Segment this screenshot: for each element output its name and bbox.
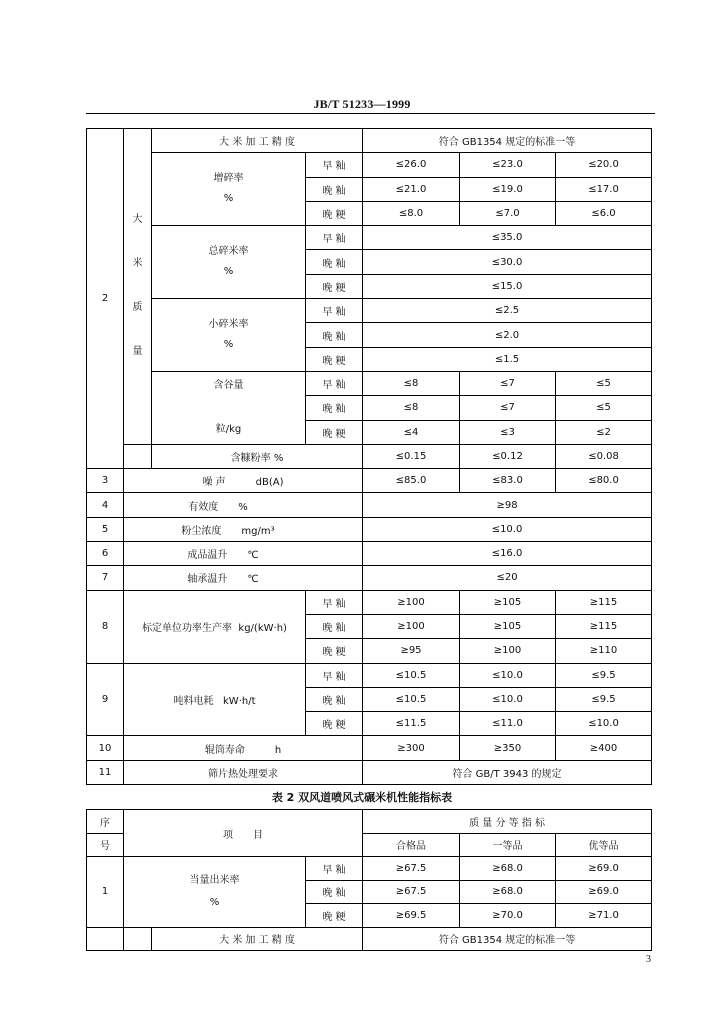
header-no-bottom: 号 [87,833,124,857]
rice-type: 晚 籼 [306,614,363,638]
rice-type: 晚 籼 [306,177,363,201]
table-row [87,736,652,760]
value-excellent: ≤9.5 [556,687,652,711]
value-qualified: ≤8 [363,371,460,395]
item-number: 7 [87,566,124,590]
value-qualified: ≥69.5 [363,904,460,928]
value-excellent: ≤9.5 [556,663,652,687]
value-qualified: ≤0.15 [363,444,460,468]
value-first: ≤3 [460,420,556,444]
rice-type: 早 籼 [306,371,363,395]
table-row [87,542,652,566]
value-all-grades: 符合 GB/T 3943 的规定 [363,760,652,784]
value-first: ≥68.0 [460,880,556,904]
table-row [87,857,652,881]
value-qualified: ≤8 [363,396,460,420]
value-excellent: ≤80.0 [556,469,652,493]
item-label: 轴承温升 ℃ [124,566,363,590]
table-header-row [87,810,652,834]
value-qualified: ≤11.5 [363,712,460,736]
value-first: ≤7.0 [460,201,556,225]
table-row [87,663,652,687]
precision-value: 符合 GB1354 规定的标准一等 [363,129,652,153]
header-no-top: 序 [87,810,124,834]
value-excellent: ≥115 [556,590,652,614]
value-excellent: ≥71.0 [556,904,652,928]
rice-type: 晚 粳 [306,420,363,444]
value-excellent: ≤5 [556,396,652,420]
rice-type: 晚 粳 [306,274,363,298]
performance-table-1 [86,128,652,785]
value-qualified: ≥300 [363,736,460,760]
category-char: 量 [132,346,143,358]
rice-type: 早 籼 [306,590,363,614]
header-excellent: 优等品 [556,833,652,857]
header-first: 一等品 [460,833,556,857]
item-number: 3 [87,469,124,493]
value-excellent: ≥400 [556,736,652,760]
table-row [87,226,652,250]
rice-type: 晚 粳 [306,347,363,371]
value-all-grades: ≥98 [363,493,652,517]
value-excellent: ≥115 [556,614,652,638]
rice-type: 晚 籼 [306,396,363,420]
category-char: 米 [132,258,143,270]
rice-type: 早 籼 [306,226,363,250]
value-first: ≤23.0 [460,153,556,177]
rice-type: 早 籼 [306,857,363,881]
table-row [87,566,652,590]
rice-type: 早 籼 [306,663,363,687]
value-first: ≤19.0 [460,177,556,201]
value-excellent: ≤17.0 [556,177,652,201]
category-char: 质 [132,302,143,314]
category-cell [124,129,152,445]
value-excellent: ≥110 [556,639,652,663]
category-cell-blank [124,927,152,951]
item-number: 8 [87,590,124,663]
item-number-blank [87,927,124,951]
value-excellent: ≥69.0 [556,880,652,904]
value-qualified: ≥100 [363,590,460,614]
item-label: 小碎米率 % [152,299,306,372]
value-excellent: ≤6.0 [556,201,652,225]
value-qualified: ≤8.0 [363,201,460,225]
value-first: ≥105 [460,614,556,638]
item-number: 1 [87,857,124,928]
item-number: 9 [87,663,124,736]
table-row [87,469,652,493]
rice-type: 晚 籼 [306,323,363,347]
rice-type: 晚 粳 [306,904,363,928]
rice-type: 晚 籼 [306,687,363,711]
item-label: 标定单位功率生产率 kg/(kW·h) [124,590,306,663]
item-label: 辊筒寿命 h [124,736,363,760]
value-first: ≥68.0 [460,857,556,881]
rice-type: 晚 籼 [306,250,363,274]
value-all-grades: ≤30.0 [363,250,652,274]
item-label: 成品温升 ℃ [124,542,363,566]
item-label: 有效度 % [124,493,363,517]
table-row [87,590,652,614]
header-rule [86,113,655,114]
rice-type: 早 籼 [306,153,363,177]
value-qualified: ≤10.5 [363,687,460,711]
value-first: ≤10.0 [460,663,556,687]
item-label: 噪 声 dB(A) [124,469,363,493]
value-first: ≤10.0 [460,687,556,711]
table-row [87,299,652,323]
item-label: 含糠粉率 % [152,444,363,468]
item-number: 6 [87,542,124,566]
table-row [87,371,652,395]
table-row [87,153,652,177]
header-qualified: 合格品 [363,833,460,857]
value-qualified: ≤21.0 [363,177,460,201]
table-row [87,927,652,951]
table-row [87,129,652,153]
item-number: 11 [87,760,124,784]
item-number: 5 [87,517,124,541]
table-row [87,517,652,541]
precision-label: 大 米 加 工 精 度 [152,927,363,951]
value-qualified: ≥95 [363,639,460,663]
value-all-grades: ≤16.0 [363,542,652,566]
item-number: 10 [87,736,124,760]
value-excellent: ≤0.08 [556,444,652,468]
value-qualified: ≥67.5 [363,880,460,904]
rice-type: 晚 粳 [306,639,363,663]
item-label: 增碎率 % [152,153,306,226]
value-first: ≤7 [460,396,556,420]
value-all-grades: ≤2.0 [363,323,652,347]
standard-code-header: JB/T 51233—1999 [313,97,411,111]
value-excellent: ≤20.0 [556,153,652,177]
item-number: 2 [87,129,124,469]
table-row [87,444,652,468]
value-all-grades: ≤10.0 [363,517,652,541]
value-first: ≤83.0 [460,469,556,493]
performance-table-2 [86,809,652,951]
value-qualified: ≤26.0 [363,153,460,177]
value-first: ≥70.0 [460,904,556,928]
item-label: 吨料电耗 kW·h/t [124,663,306,736]
value-excellent: ≤5 [556,371,652,395]
value-first: ≥100 [460,639,556,663]
value-first: ≤0.12 [460,444,556,468]
category-char: 大 [132,214,143,226]
value-excellent: ≤10.0 [556,712,652,736]
value-qualified: ≤10.5 [363,663,460,687]
value-first: ≤7 [460,371,556,395]
item-label: 总碎米率 % [152,226,306,299]
value-first: ≤11.0 [460,712,556,736]
value-all-grades: ≤35.0 [363,226,652,250]
value-all-grades: ≤1.5 [363,347,652,371]
rice-type: 晚 粳 [306,712,363,736]
precision-label: 大 米 加 工 精 度 [152,129,363,153]
value-qualified: ≥100 [363,614,460,638]
rice-type: 晚 籼 [306,880,363,904]
value-all-grades: ≤2.5 [363,299,652,323]
value-qualified: ≤4 [363,420,460,444]
table-2-caption: 表 2 双风道喷风式碾米机性能指标表 [271,791,453,804]
value-all-grades: ≤20 [363,566,652,590]
value-first: ≥350 [460,736,556,760]
precision-value: 符合 GB1354 规定的标准一等 [363,927,652,951]
value-first: ≥105 [460,590,556,614]
rice-type: 晚 粳 [306,201,363,225]
table-row [87,760,652,784]
item-label: 含谷量 粒/kg [152,371,306,444]
item-label: 粉尘浓度 mg/m³ [124,517,363,541]
category-cell-blank [124,444,152,468]
item-number: 4 [87,493,124,517]
rice-type: 早 籼 [306,299,363,323]
item-label: 当量出米率 % [124,857,306,928]
value-qualified: ≤85.0 [363,469,460,493]
value-excellent: ≤2 [556,420,652,444]
header-grade: 质 量 分 等 指 标 [363,810,652,834]
value-excellent: ≥69.0 [556,857,652,881]
page-number: 3 [646,954,651,965]
header-item: 项 目 [124,810,363,857]
value-all-grades: ≤15.0 [363,274,652,298]
item-label: 筛片热处理要求 [124,760,363,784]
table-row [87,493,652,517]
value-qualified: ≥67.5 [363,857,460,881]
